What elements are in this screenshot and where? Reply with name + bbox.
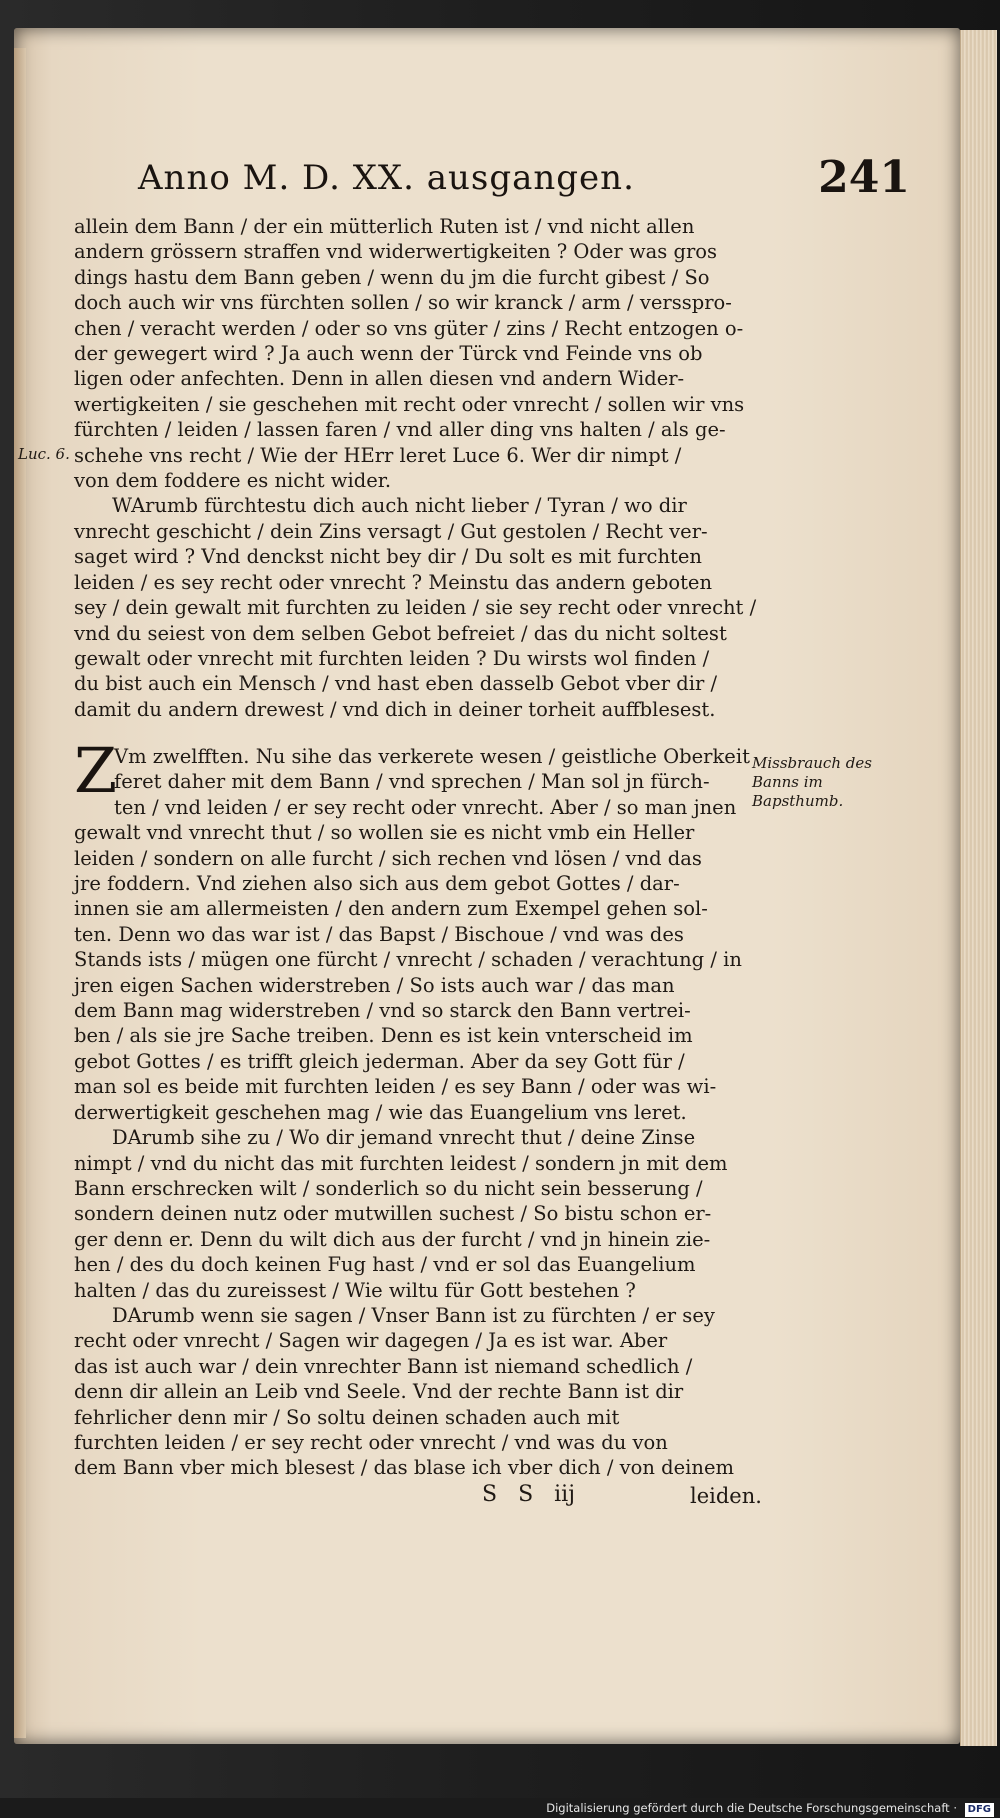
- text-line: dings hastu dem Bann geben / wenn du jm die furcht gibest / So: [74, 265, 710, 289]
- text-line: gebot Gottes / es trifft gleich jederman. Aber da sey Gott für /: [74, 1049, 685, 1073]
- page-edges: [960, 30, 997, 1746]
- text-line: doch auch wir vns fürchten sollen / so wir kranck / arm / versspro-: [74, 291, 732, 315]
- text-line: DArumb wenn sie sagen / Vnser Bann ist zu fürchten / er sey: [112, 1303, 715, 1327]
- text-line: jre foddern. Vnd ziehen also sich aus dem gebot Gottes / dar-: [74, 872, 680, 896]
- text-line: wertigkeiten / sie geschehen mit recht oder vnrecht / sollen wir vns: [74, 392, 745, 416]
- text-line: fehrlicher denn mir / So soltu deinen schaden auch mit: [74, 1405, 620, 1429]
- paragraph-1: [74, 214, 757, 722]
- text-line: furchten leiden / er sey recht oder vnrecht / vnd was du von: [74, 1430, 668, 1454]
- text-line: dem Bann mag widerstreben / vnd so starck den Bann vertrei-: [74, 999, 691, 1023]
- page-gutter: [14, 48, 26, 1738]
- credit-text: Digitalisierung gefördert durch die Deutsche Forschungsgemeinschaft ·: [546, 1801, 957, 1815]
- text-line: der gewegert wird ? Ja auch wenn der Türck vnd Feinde vns ob: [74, 342, 703, 366]
- text-line: Bann erschrecken wilt / sonderlich so du nicht sein besserung /: [74, 1176, 703, 1200]
- text-line: damit du andern drewest / vnd dich in deiner torheit auffblesest.: [74, 697, 716, 721]
- text-line: chen / veracht werden / oder so vns güter / zins / Recht entzogen o-: [74, 316, 744, 340]
- digitization-credit-bar: [0, 1798, 1000, 1818]
- text-line: WArumb fürchtestu dich auch nicht lieber / Tyran / wo dir: [112, 494, 687, 518]
- text-line: nimpt / vnd du nicht das mit furchten leidest / sondern jn mit dem: [74, 1151, 728, 1175]
- text-line: allein dem Bann / der ein mütterlich Ruten ist / vnd nicht allen: [74, 215, 695, 238]
- text-line: fürchten / leiden / lassen faren / vnd aller ding vns halten / als ge-: [74, 418, 726, 442]
- text-line: halten / das du zureissest / Wie wiltu für Gott bestehen ?: [74, 1278, 636, 1302]
- margin-note-missbrauch: Missbrauch des Banns im Bapsthumb.: [752, 754, 872, 810]
- text-line: ten / vnd leiden / er sey recht oder vnrecht. Aber / so man jnen: [114, 795, 737, 819]
- text-line: Vm zwelfften. Nu sihe das verkerete wesen / geistliche Oberkeit: [114, 745, 750, 768]
- text-line: vnd du seiest von dem selben Gebot befreiet / das du nicht soltest: [74, 621, 727, 645]
- text-line: von dem foddere es nicht wider.: [74, 469, 392, 493]
- text-line: andern grössern straffen vnd widerwertigkeiten ? Oder was gros: [74, 240, 718, 264]
- text-line: gewalt vnd vnrecht thut / so wollen sie es nicht vmb ein Heller: [74, 821, 695, 845]
- text-line: ten. Denn wo das war ist / das Bapst / Bischoue / vnd was des: [74, 922, 684, 946]
- text-line: ligen oder anfechten. Denn in allen diesen vnd andern Wider-: [74, 367, 685, 391]
- text-line: jren eigen Sachen widerstreben / So ists auch war / das man: [74, 973, 675, 997]
- catchword: leiden.: [690, 1484, 762, 1508]
- running-header: Anno M. D. XX. ausgangen.: [138, 158, 635, 198]
- text-line: innen sie am allermeisten / den andern zum Exempel gehen sol-: [74, 897, 708, 921]
- text-line: sey / dein gewalt mit furchten zu leiden / sie sey recht oder vnrecht /: [74, 596, 757, 620]
- text-line: gewalt oder vnrecht mit furchten leiden ? Du wirsts wol finden /: [74, 646, 710, 670]
- text-line: hen / des du doch keinen Fug hast / vnd er sol das Euangelium: [74, 1253, 696, 1277]
- text-line: schehe vns recht / Wie der HErr leret Luce 6. Wer dir nimpt /: [74, 443, 682, 467]
- text-line: du bist auch ein Mensch / vnd hast eben dasselb Gebot vber dir /: [74, 672, 718, 696]
- paragraph-2: [74, 734, 754, 1481]
- signature-mark: S S iij: [482, 1482, 576, 1507]
- page-number: 241: [818, 152, 910, 203]
- text-line: feret daher mit dem Bann / vnd sprechen / Man sol jn fürch-: [114, 770, 710, 794]
- text-line: dem Bann vber mich blesest / das blase ich vber dich / von deinem: [74, 1456, 734, 1480]
- text-line: denn dir allein an Leib vnd Seele. Vnd der rechte Bann ist dir: [74, 1380, 684, 1404]
- text-line: sondern deinen nutz oder mutwillen suchest / So bistu schon er-: [74, 1202, 712, 1226]
- text-line: Stands ists / mügen one fürcht / vnrecht / schaden / verachtung / in: [74, 948, 742, 972]
- text-line: recht oder vnrecht / Sagen wir dagegen / Ja es ist war. Aber: [74, 1329, 668, 1353]
- text-line: DArumb sihe zu / Wo dir jemand vnrecht thut / deine Zinse: [112, 1126, 696, 1150]
- dfg-logo-icon[interactable]: DFG: [965, 1803, 994, 1817]
- text-line: ben / als sie jre Sache treiben. Denn es ist kein vnterscheid im: [74, 1024, 693, 1048]
- text-line: leiden / es sey recht oder vnrecht ? Meinstu das andern geboten: [74, 570, 713, 594]
- text-line: saget wird ? Vnd denckst nicht bey dir / Du solt es mit furchten: [74, 545, 702, 569]
- text-line: vnrecht geschicht / dein Zins versagt / Gut gestolen / Recht ver-: [74, 519, 708, 543]
- initial-letter: Z: [74, 734, 118, 807]
- text-line: man sol es beide mit furchten leiden / es sey Bann / oder was wi-: [74, 1075, 717, 1099]
- text-line: das ist auch war / dein vnrechter Bann ist niemand schedlich /: [74, 1354, 693, 1378]
- text-line: derwertigkeit geschehen mag / wie das Euangelium vns leret.: [74, 1100, 687, 1124]
- text-line: ger denn er. Denn du wilt dich aus der furcht / vnd jn hinein zie-: [74, 1227, 711, 1251]
- margin-note-luke: Luc. 6.: [18, 445, 70, 463]
- text-line: leiden / sondern on alle furcht / sich rechen vnd lösen / vnd das: [74, 846, 702, 870]
